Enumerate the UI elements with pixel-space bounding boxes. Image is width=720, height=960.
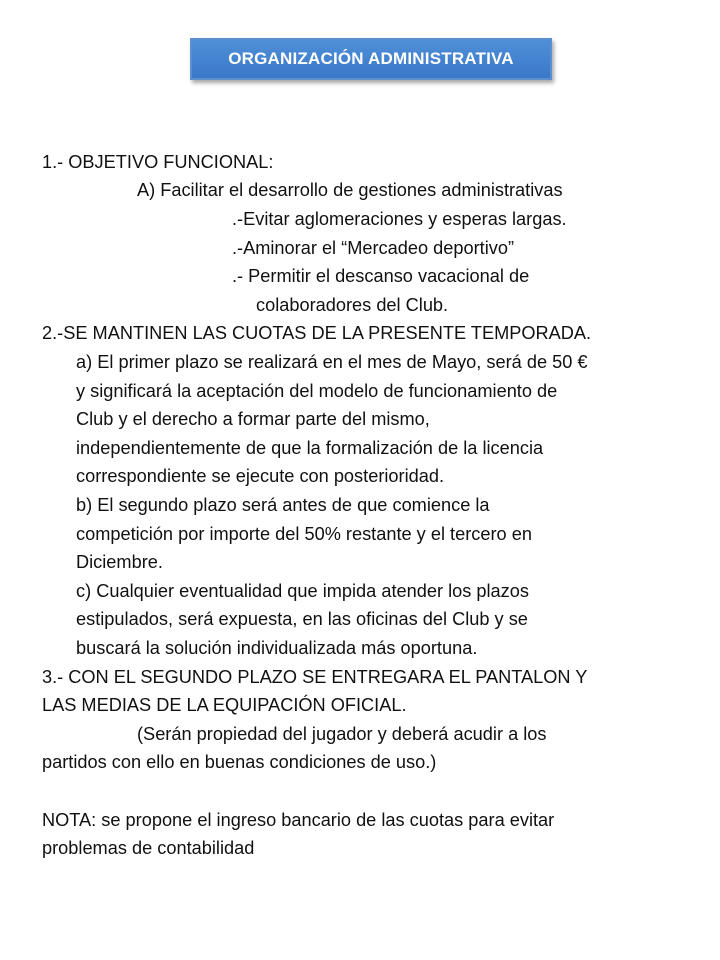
section-1-subitem-3-cont: colaboradores del Club.: [256, 295, 449, 315]
page-title: ORGANIZACIÓN ADMINISTRATIVA: [228, 49, 514, 68]
section-2-item-a-line-4: independientemente de que la formalización de la licencia: [76, 438, 544, 458]
section-2-item-a-line-1: a) El primer plazo se realizará en el mes de Mayo, será de 50 €: [76, 352, 588, 372]
section-1-subitem-2: .-Aminorar el “Mercadeo deportivo”: [232, 238, 515, 258]
section-2-heading: 2.-SE MANTINEN LAS CUOTAS DE LA PRESENTE TEMPORADA.: [42, 323, 592, 343]
section-3-heading-line-1: 3.- CON EL SEGUNDO PLAZO SE ENTREGARA EL PANTALON Y: [42, 667, 588, 687]
section-3-note-line-2: partidos con ello en buenas condiciones de uso.): [42, 752, 437, 772]
section-1-subitem-1: .-Evitar aglomeraciones y esperas largas.: [232, 209, 567, 229]
nota-line-2: problemas de contabilidad: [42, 838, 255, 858]
section-2-item-c-line-1: c) Cualquier eventualidad que impida atender los plazos: [76, 581, 529, 601]
section-2-item-c-line-3: buscará la solución individualizada más oportuna.: [76, 638, 478, 658]
title-banner: [190, 38, 552, 80]
section-3-note-line-1: (Serán propiedad del jugador y deberá acudir a los: [137, 724, 547, 744]
section-2-item-c-line-2: estipulados, será expuesta, en las oficinas del Club y se: [76, 609, 528, 629]
section-2-item-b-line-1: b) El segundo plazo será antes de que comience la: [76, 495, 490, 515]
section-1-heading: 1.- OBJETIVO FUNCIONAL:: [42, 152, 274, 172]
section-3-heading-line-2: LAS MEDIAS DE LA EQUIPACIÓN OFICIAL.: [42, 695, 407, 715]
section-2-item-b-line-3: Diciembre.: [76, 552, 163, 572]
section-1-subitem-3: .- Permitir el descanso vacacional de: [232, 266, 530, 286]
nota-line-1: NOTA: se propone el ingreso bancario de las cuotas para evitar: [42, 810, 555, 830]
section-2-item-a-line-3: Club y el derecho a formar parte del mismo,: [76, 409, 430, 429]
section-1-item-a: A) Facilitar el desarrollo de gestiones administrativas: [137, 180, 563, 200]
section-2-item-a-line-5: correspondiente se ejecute con posterioridad.: [76, 466, 445, 486]
section-2-item-b-line-2: competición por importe del 50% restante y el tercero en: [76, 524, 532, 544]
section-2-item-a-line-2: y significará la aceptación del modelo de funcionamiento de: [76, 381, 558, 401]
